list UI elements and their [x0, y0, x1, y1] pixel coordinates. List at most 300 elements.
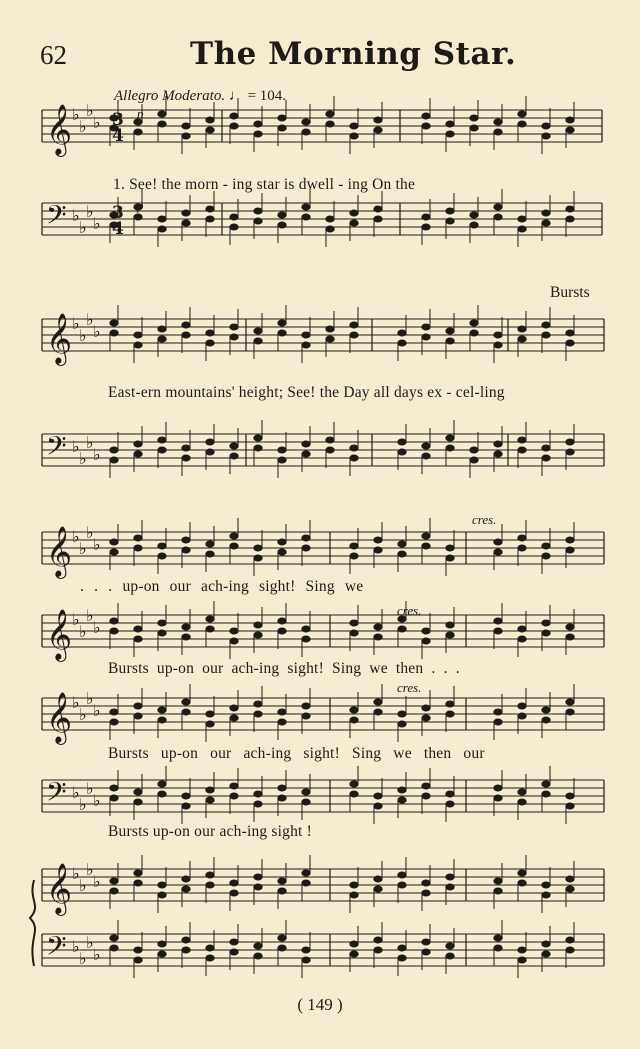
note-head — [470, 330, 478, 336]
note-head — [182, 445, 190, 451]
note-head — [350, 941, 358, 947]
note-head — [302, 441, 310, 447]
flat-sign: ♭ — [72, 437, 80, 456]
note-head — [278, 330, 286, 336]
flat-sign: ♭ — [72, 610, 80, 629]
note-head — [398, 945, 406, 951]
note-head — [518, 713, 526, 719]
note-head — [518, 880, 526, 886]
note-head — [422, 705, 430, 711]
note-head — [254, 338, 262, 344]
note-head — [350, 791, 358, 797]
note-head — [206, 955, 214, 961]
note-head — [446, 791, 454, 797]
note-head — [542, 133, 550, 139]
note-head — [326, 326, 334, 332]
note-head — [254, 953, 262, 959]
note-head — [278, 447, 286, 453]
note-head — [254, 711, 262, 717]
note-head — [230, 533, 238, 539]
note-head — [278, 709, 286, 715]
note-head — [518, 789, 526, 795]
note-head — [182, 133, 190, 139]
note-head — [374, 206, 382, 212]
flat-sign: ♭ — [93, 701, 101, 720]
note-head — [158, 630, 166, 636]
note-head — [470, 212, 478, 218]
flat-sign: ♭ — [79, 326, 87, 345]
note-head — [518, 626, 526, 632]
note-head — [398, 551, 406, 557]
lyric-alto: Bursts up-on our ach-ing sight! Sing we then . . . — [108, 660, 460, 677]
note-head — [278, 878, 286, 884]
hymn-title: The Morning Star. — [190, 36, 517, 72]
note-head — [302, 214, 310, 220]
bass-clef: 𝄢 — [46, 776, 67, 814]
note-head — [422, 443, 430, 449]
flat-sign: ♭ — [86, 523, 94, 542]
flat-sign: ♭ — [86, 433, 94, 452]
flat-sign: ♭ — [79, 622, 87, 641]
note-head — [350, 707, 358, 713]
note-head — [350, 133, 358, 139]
flat-sign: ♭ — [72, 527, 80, 546]
note-head — [566, 206, 574, 212]
note-head — [374, 793, 382, 799]
note-head — [254, 801, 262, 807]
note-head — [494, 332, 502, 338]
note-head — [254, 874, 262, 880]
note-head — [206, 711, 214, 717]
note-head — [206, 787, 214, 793]
note-head — [374, 216, 382, 222]
note-head — [494, 795, 502, 801]
note-head — [206, 797, 214, 803]
note-head — [494, 618, 502, 624]
flat-sign: ♭ — [72, 105, 80, 124]
note-head — [398, 340, 406, 346]
flat-sign: ♭ — [86, 101, 94, 120]
note-head — [542, 322, 550, 328]
note-head — [302, 129, 310, 135]
note-head — [182, 624, 190, 630]
note-head — [278, 457, 286, 463]
note-head — [422, 543, 430, 549]
note-head — [302, 789, 310, 795]
note-head — [278, 618, 286, 624]
treble-clef: 𝄞 — [46, 104, 73, 155]
note-head — [518, 111, 526, 117]
note-head — [350, 781, 358, 787]
note-head — [158, 941, 166, 947]
note-head — [470, 222, 478, 228]
note-head — [326, 226, 334, 232]
note-head — [422, 113, 430, 119]
note-head — [518, 535, 526, 541]
note-head — [350, 620, 358, 626]
flat-sign: ♭ — [72, 206, 80, 225]
note-head — [206, 117, 214, 123]
note-head — [206, 872, 214, 878]
note-head — [518, 121, 526, 127]
tempo-text: Allegro Moderato. — [114, 88, 226, 104]
note-head — [278, 935, 286, 941]
note-head — [566, 537, 574, 543]
note-head — [566, 547, 574, 553]
note-head — [230, 715, 238, 721]
note-head — [134, 957, 142, 963]
note-head — [134, 713, 142, 719]
flat-sign: ♭ — [79, 949, 87, 968]
note-head — [110, 457, 118, 463]
note-head — [254, 435, 262, 441]
note-head — [542, 941, 550, 947]
treble-clef: 𝄞 — [46, 313, 73, 364]
note-head — [158, 892, 166, 898]
note-head — [542, 630, 550, 636]
note-head — [494, 214, 502, 220]
note-head — [182, 699, 190, 705]
note-head — [182, 547, 190, 553]
note-head — [398, 330, 406, 336]
note-head — [254, 791, 262, 797]
note-head — [446, 701, 454, 707]
note-head — [230, 443, 238, 449]
flat-sign: ♭ — [72, 783, 80, 802]
flat-sign: ♭ — [79, 705, 87, 724]
note-head — [254, 445, 262, 451]
flat-sign: ♭ — [72, 864, 80, 883]
note-head — [446, 445, 454, 451]
note-head — [206, 616, 214, 622]
note-head — [566, 709, 574, 715]
note-head — [446, 884, 454, 890]
crescendo-marking: cres. — [397, 680, 422, 695]
note-head — [374, 709, 382, 715]
note-head — [470, 125, 478, 131]
note-head — [110, 945, 118, 951]
note-head — [254, 545, 262, 551]
note-head — [542, 707, 550, 713]
note-head — [182, 455, 190, 461]
note-head — [110, 320, 118, 326]
note-head — [398, 626, 406, 632]
note-head — [350, 322, 358, 328]
note-head — [278, 222, 286, 228]
note-head — [566, 340, 574, 346]
note-head — [158, 791, 166, 797]
note-head — [566, 699, 574, 705]
note-head — [278, 549, 286, 555]
lyric-line-1: 1. See! the morn - ing star is dwell - ing On the — [113, 176, 416, 193]
note-head — [302, 799, 310, 805]
treble-clef: 𝄞 — [46, 692, 73, 743]
note-head — [302, 947, 310, 953]
note-head — [350, 123, 358, 129]
note-head — [110, 549, 118, 555]
note-head — [110, 447, 118, 453]
note-head — [398, 541, 406, 547]
note-head — [494, 204, 502, 210]
note-head — [446, 545, 454, 551]
note-head — [446, 555, 454, 561]
note-head — [422, 949, 430, 955]
note-head — [206, 721, 214, 727]
note-head — [518, 226, 526, 232]
note-head — [374, 117, 382, 123]
flat-sign: ♭ — [79, 876, 87, 895]
piano-marking: p — [137, 198, 144, 213]
lyric-bass: Bursts up-on our ach-ing sight ! — [108, 823, 313, 840]
note-head — [374, 803, 382, 809]
note-head — [158, 543, 166, 549]
note-head — [278, 945, 286, 951]
note-head — [350, 892, 358, 898]
note-head — [542, 717, 550, 723]
note-head — [566, 127, 574, 133]
note-head — [542, 781, 550, 787]
note-head — [446, 874, 454, 880]
flat-sign: ♭ — [79, 795, 87, 814]
note-head — [542, 791, 550, 797]
note-head — [518, 957, 526, 963]
note-head — [134, 535, 142, 541]
note-head — [326, 111, 334, 117]
note-head — [302, 957, 310, 963]
note-head — [374, 886, 382, 892]
note-head — [254, 121, 262, 127]
note-head — [254, 622, 262, 628]
note-head — [278, 795, 286, 801]
note-head — [254, 131, 262, 137]
note-head — [302, 332, 310, 338]
note-head — [134, 214, 142, 220]
note-head — [446, 208, 454, 214]
note-head — [182, 876, 190, 882]
bursts-cue: Bursts — [550, 284, 590, 301]
note-head — [374, 947, 382, 953]
note-head — [566, 449, 574, 455]
metronome-mark: ♩ = 104. — [228, 88, 287, 104]
note-head — [542, 332, 550, 338]
note-head — [302, 342, 310, 348]
note-head — [494, 549, 502, 555]
note-head — [230, 705, 238, 711]
note-head — [278, 125, 286, 131]
time-signatures — [112, 110, 124, 239]
note-head — [206, 216, 214, 222]
note-head — [422, 890, 430, 896]
flat-sign: ♭ — [93, 945, 101, 964]
note-head — [254, 884, 262, 890]
note-head — [182, 210, 190, 216]
note-head — [110, 628, 118, 634]
note-head — [230, 113, 238, 119]
note-head — [158, 553, 166, 559]
note-head — [494, 342, 502, 348]
note-head — [374, 876, 382, 882]
note-head — [422, 715, 430, 721]
piano-marking: p — [137, 106, 144, 121]
note-head — [206, 127, 214, 133]
note-head — [254, 943, 262, 949]
note-head — [422, 453, 430, 459]
note-head — [302, 626, 310, 632]
note-head — [182, 793, 190, 799]
lyric-tenor: Bursts up-on our ach-ing sight! Sing we then our — [108, 745, 485, 762]
note-head — [446, 801, 454, 807]
note-head — [110, 719, 118, 725]
note-head — [302, 880, 310, 886]
note-head — [158, 882, 166, 888]
flat-sign: ♭ — [79, 117, 87, 136]
note-head — [518, 447, 526, 453]
note-head — [542, 543, 550, 549]
note-head — [470, 447, 478, 453]
note-head — [134, 626, 142, 632]
flat-sign: ♭ — [93, 872, 101, 891]
note-head — [374, 537, 382, 543]
flat-sign: ♭ — [93, 791, 101, 810]
note-head — [158, 951, 166, 957]
note-head — [254, 208, 262, 214]
note-head — [398, 882, 406, 888]
note-head — [494, 888, 502, 894]
note-head — [206, 206, 214, 212]
note-head — [422, 880, 430, 886]
note-head — [182, 634, 190, 640]
note-head — [518, 703, 526, 709]
flat-sign: ♭ — [93, 445, 101, 464]
note-head — [110, 785, 118, 791]
note-head — [350, 717, 358, 723]
note-head — [206, 551, 214, 557]
note-head — [230, 783, 238, 789]
note-head — [566, 439, 574, 445]
note-head — [230, 793, 238, 799]
note-head — [302, 451, 310, 457]
note-head — [350, 210, 358, 216]
note-head — [110, 795, 118, 801]
flat-sign: ♭ — [93, 535, 101, 554]
note-head — [398, 797, 406, 803]
note-head — [494, 709, 502, 715]
note-head — [350, 630, 358, 636]
note-head — [422, 324, 430, 330]
note-head — [398, 439, 406, 445]
note-head — [158, 447, 166, 453]
note-head — [326, 336, 334, 342]
note-head — [374, 634, 382, 640]
note-head — [542, 455, 550, 461]
note-head — [566, 216, 574, 222]
note-head — [302, 119, 310, 125]
flat-sign: ♭ — [86, 860, 94, 879]
flat-sign: ♭ — [93, 322, 101, 341]
note-head — [206, 882, 214, 888]
note-head — [350, 445, 358, 451]
flat-sign: ♭ — [86, 310, 94, 329]
note-head — [182, 537, 190, 543]
note-head — [422, 783, 430, 789]
flat-sign: ♭ — [86, 689, 94, 708]
note-head — [566, 634, 574, 640]
note-head — [134, 332, 142, 338]
note-head — [158, 121, 166, 127]
note-head — [206, 541, 214, 547]
note-head — [374, 937, 382, 943]
bass-clef: 𝄢 — [46, 430, 67, 468]
note-head — [542, 620, 550, 626]
note-head — [494, 935, 502, 941]
note-head — [206, 330, 214, 336]
note-head — [254, 555, 262, 561]
note-head — [518, 216, 526, 222]
note-head — [302, 870, 310, 876]
note-head — [446, 338, 454, 344]
note-head — [158, 226, 166, 232]
flat-sign: ♭ — [93, 214, 101, 233]
flat-sign: ♭ — [86, 933, 94, 952]
note-head — [422, 123, 430, 129]
note-head — [326, 447, 334, 453]
flat-sign: ♭ — [79, 218, 87, 237]
note-head — [278, 888, 286, 894]
note-head — [254, 632, 262, 638]
note-head — [182, 123, 190, 129]
note-head — [326, 121, 334, 127]
lyric-line-2: East-ern mountains' height; See! the Day all days ex - cel-ling — [108, 384, 505, 401]
page-footer: ( 149 ) — [297, 995, 343, 1014]
note-head — [518, 799, 526, 805]
note-head — [470, 457, 478, 463]
note-head — [374, 547, 382, 553]
note-head — [542, 210, 550, 216]
note-head — [278, 785, 286, 791]
note-head — [134, 870, 142, 876]
note-head — [422, 793, 430, 799]
flat-sign: ♭ — [93, 618, 101, 637]
note-head — [374, 624, 382, 630]
note-head — [254, 328, 262, 334]
note-head — [278, 539, 286, 545]
note-head — [230, 214, 238, 220]
note-head — [494, 129, 502, 135]
note-head — [518, 545, 526, 551]
note-head — [302, 636, 310, 642]
note-head — [110, 709, 118, 715]
note-head — [158, 111, 166, 117]
note-head — [110, 618, 118, 624]
note-head — [206, 449, 214, 455]
note-head — [134, 799, 142, 805]
note-head — [542, 553, 550, 559]
note-head — [278, 320, 286, 326]
note-head — [542, 123, 550, 129]
note-head — [302, 545, 310, 551]
time-signature-bottom: 4 — [112, 126, 124, 146]
note-head — [566, 937, 574, 943]
note-head — [134, 451, 142, 457]
crescendo-marking: cres. — [472, 512, 497, 527]
note-head — [398, 721, 406, 727]
treble-clef: 𝄞 — [46, 863, 73, 914]
note-head — [494, 441, 502, 447]
time-signature-top: 3 — [112, 203, 124, 223]
note-head — [230, 638, 238, 644]
system-brace — [30, 880, 35, 966]
note-head — [206, 945, 214, 951]
